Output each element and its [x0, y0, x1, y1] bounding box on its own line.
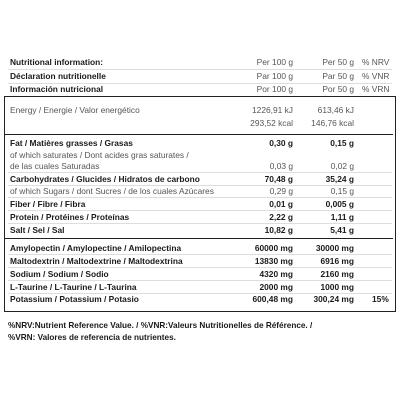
other-taurine-100: 2000 mg [259, 282, 293, 292]
divider [8, 267, 392, 268]
macro-sat-label-1: of which saturates / Dont acides gras saturates / [10, 150, 189, 160]
section-divider [5, 238, 393, 239]
other-sodium-50: 2160 mg [320, 269, 354, 279]
header-label-en: Nutritional information: [10, 57, 104, 67]
header-pct-fr: % VNR [362, 71, 390, 81]
other-sodium-label: Sodium / Sodium / Sodio [10, 269, 109, 279]
macro-salt-label: Salt / Sel / Sal [10, 225, 65, 235]
macro-sugar-100: 0,29 g [269, 186, 293, 196]
other-maltodextrin-label: Maltodextrin / Maltodextrine / Maltodextrina [10, 256, 183, 266]
macro-salt-100: 10,82 g [264, 225, 293, 235]
header-per50-en: Per 50 g [322, 57, 354, 67]
macro-sugar-label: of which Sugars / dont Sucres / de los cuales Azúcares [10, 186, 214, 196]
energy-kcal-50: 146,76 kcal [311, 118, 354, 128]
divider [8, 69, 392, 70]
macro-fiber-label: Fiber / Fibre / Fibra [10, 199, 86, 209]
header-per50-es: Por 50 g [322, 84, 354, 94]
other-potassium-50: 300,24 mg [313, 294, 354, 304]
header-pct-es: % VRN [362, 84, 390, 94]
macro-salt-50: 5,41 g [330, 225, 354, 235]
macro-carb-100: 70,48 g [264, 174, 293, 184]
header-label-es: Información nutricional [10, 84, 104, 94]
other-potassium-pct: 15% [372, 294, 389, 304]
energy-label: Energy / Energie / Valor energético [10, 105, 140, 115]
macro-sat-100: 0,03 g [269, 161, 293, 171]
section-divider [5, 134, 393, 135]
divider [8, 254, 392, 255]
header-per100-en: Per 100 g [256, 57, 293, 67]
other-taurine-50: 1000 mg [320, 282, 354, 292]
divider [8, 210, 392, 211]
header-per100-fr: Par 100 g [256, 71, 293, 81]
other-amylopectin-100: 60000 mg [254, 243, 293, 253]
header-per100-es: Por 100 g [256, 84, 293, 94]
other-amylopectin-50: 30000 mg [315, 243, 354, 253]
header-pct-en: % NRV [362, 57, 390, 67]
other-potassium-label: Potassium / Potassium / Potasio [10, 294, 139, 304]
other-maltodextrin-100: 13830 mg [254, 256, 293, 266]
macro-protein-50: 1,11 g [330, 212, 354, 222]
macro-sat-label-2: de las cuales Saturadas [10, 161, 100, 171]
divider [8, 223, 392, 224]
macro-carb-label: Carbohydrates / Glucides / Hidratos de carbono [10, 174, 200, 184]
macro-protein-label: Protein / Protéines / Proteínas [10, 212, 130, 222]
macro-fiber-100: 0,01 g [269, 199, 293, 209]
macro-carb-50: 35,24 g [325, 174, 354, 184]
footer-line-2: %VRN: Valores de referencia de nutrientes. [8, 333, 176, 342]
other-maltodextrin-50: 6916 mg [320, 256, 354, 266]
header-per50-fr: Par 50 g [322, 71, 354, 81]
other-sodium-100: 4320 mg [259, 269, 293, 279]
macro-fat-50: 0,15 g [330, 138, 354, 148]
macro-sat-50: 0,02 g [330, 161, 354, 171]
other-taurine-label: L-Taurine / L-Taurine / L-Taurina [10, 282, 137, 292]
energy-kj-50: 613,46 kJ [317, 105, 354, 115]
macro-protein-100: 2,22 g [269, 212, 293, 222]
footer-line-1: %NRV:Nutrient Reference Value. / %VNR:Valeurs Nutritionelles de Référence. / [8, 321, 313, 330]
macro-fiber-50: 0,005 g [325, 199, 354, 209]
divider [8, 197, 392, 198]
macro-fat-label: Fat / Matières grasses / Grasas [10, 138, 133, 148]
other-potassium-100: 600,48 mg [252, 294, 293, 304]
other-amylopectin-label: Amylopectin / Amylopectine / Amilopectina [10, 243, 182, 253]
divider [8, 172, 392, 173]
energy-kcal-100: 293,52 kcal [250, 118, 293, 128]
divider [8, 280, 392, 281]
energy-kj-100: 1226,91 kJ [252, 105, 293, 115]
macro-fat-100: 0,30 g [269, 138, 293, 148]
macro-sugar-50: 0,15 g [330, 186, 354, 196]
header-label-fr: Déclaration nutritionelle [10, 71, 106, 81]
